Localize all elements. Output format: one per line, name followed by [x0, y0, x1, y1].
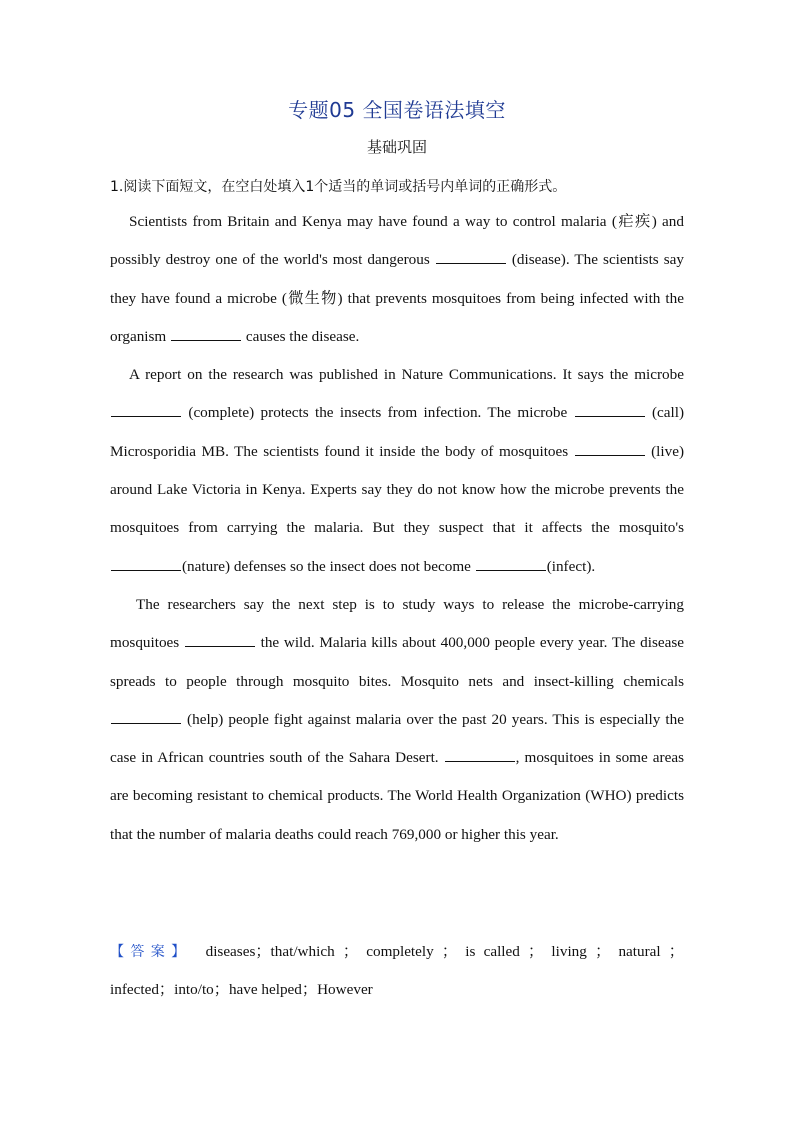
paragraph-text: (nature) defenses so the insect does not become — [182, 557, 475, 575]
paragraph-text: (disease). The scientists say they have found a microbe (微生物) that prevents mosquitoes from being infected with the organism — [110, 251, 684, 345]
blank-9 — [111, 709, 181, 724]
blank-3 — [111, 402, 181, 417]
blank-4 — [575, 402, 645, 417]
paragraph-text: the wild. Malaria kills about 400,000 people every year. The disease spreads to people through mosquito bites. Mosquito nets and insect-killing chemicals — [110, 634, 684, 690]
question-instruction: 1.阅读下面短文，在空白处填入1个适当的单词或括号内单词的正确形式。 — [110, 179, 567, 195]
answer-tag: 【答案】 — [110, 944, 192, 960]
answer-list: diseases；that/which ； completely ； is called ； living ； natural ； infected；into/to；have helped；However — [110, 943, 684, 999]
blank-5 — [575, 441, 645, 456]
paragraph-text: The researchers say the next step is to study ways to release the microbe-carrying mosquitoes — [110, 595, 684, 652]
blank-6 — [111, 556, 181, 571]
paragraph-text: Scientists from Britain and Kenya may have found a way to control malaria (疟疾) and possibly destroy one of the world's most dangerous — [110, 213, 684, 269]
paragraph-text: , mosquitoes in some areas are becoming resistant to chemical products. The World Health Organization (WHO) predicts that the number of malaria deaths could reach 769,000 or higher this year. — [110, 749, 684, 843]
paragraph-text: (complete) protects the insects from infection. The microbe — [182, 404, 574, 422]
answer-section — [110, 933, 684, 1010]
paragraph-text: causes the disease. — [242, 327, 360, 345]
passage — [110, 203, 684, 854]
blank-10 — [445, 747, 515, 762]
paragraph-text: A report on the research was published in Nature Communications. It says the microbe — [129, 366, 684, 384]
page-title: 专题05 全国卷语法填空 — [288, 98, 506, 122]
paragraph-3 — [110, 586, 684, 854]
paragraph-text: (infect). — [546, 557, 596, 575]
blank-8 — [185, 632, 255, 647]
blank-1 — [436, 249, 506, 264]
blank-2 — [171, 326, 241, 341]
paragraph-text: (help) people fight against malaria over the past 20 years. This is especially the case in African countries south of the Sahara Desert. — [110, 710, 684, 767]
paragraph-2 — [110, 356, 684, 586]
paragraph-1 — [110, 203, 684, 356]
section-subtitle: 基础巩固 — [366, 138, 427, 156]
paragraph-text: (live) around Lake Victoria in Kenya. Experts say they do not know how the microbe prevents the mosquitoes from carrying the malaria. But they suspect that it affects the mosquito's — [110, 442, 685, 537]
paragraph-text: (call) Microsporidia MB. The scientists found it inside the body of mosquitoes — [110, 404, 684, 460]
blank-7 — [476, 556, 546, 571]
